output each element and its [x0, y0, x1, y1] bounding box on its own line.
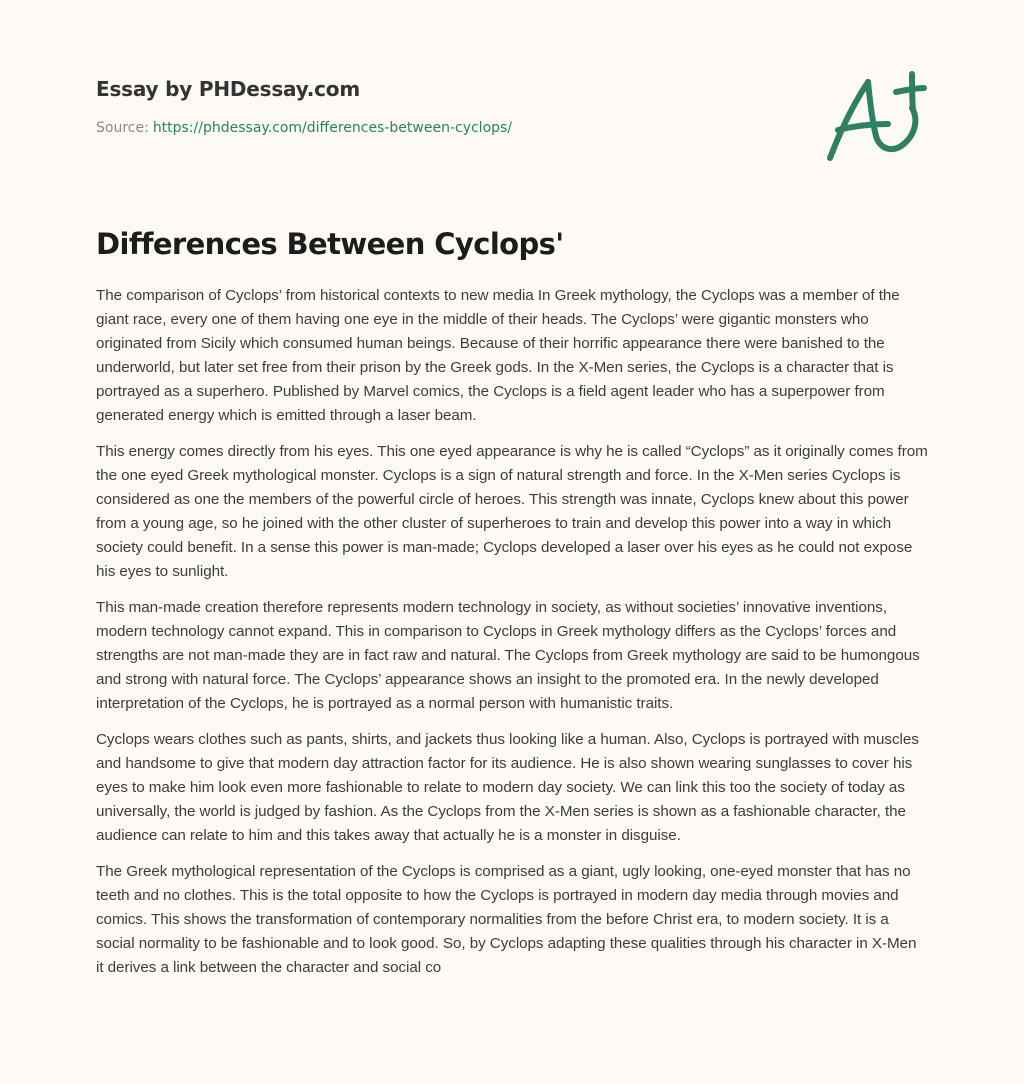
essay-paragraph: This energy comes directly from his eyes. This one eyed appearance is why he is called “Cyclops” as it originally comes from the one eyed Greek mythological monster. Cyclops is a sign of natural strength and force. In the X-Men series Cyclops is considered as one the members of the powerful circle of heroes. This strength was innate, Cyclops knew about this power from a young age, so he joined with the other cluster of superheroes to train and develop this power into a way in which society could benefit. In a sense this power is man-made; Cyclops developed a laser over his eyes as he could not expose his eyes to sunlight. [96, 443, 928, 580]
essay-paragraph: This man-made creation therefore represents modern technology in society, as without societies’ innovative inventions, modern technology cannot expand. This in comparison to Cyclops in Greek mythology differs as the Cyclops’ forces and strengths are not man-made they are in fact raw and natural. The Cyclops from Greek mythology are said to be humongous and strong with natural force. The Cyclops’ appearance shows an insight to the promoted era. In the newly developed interpretation of the Cyclops, he is portrayed as a normal person with humanistic traits. [96, 599, 920, 712]
essay-paragraph: The Greek mythological representation of the Cyclops is comprised as a giant, ugly looking, one-eyed monster that has no teeth and no clothes. This is the total opposite to how the Cyclops is portrayed in modern day media through movies and comics. This shows the transformation of contemporary normalities from the before Christ era, to modern society. It is a social normality to be fashionable and to look good. So, by Cyclops adapting these qualities through his character in X-Men it derives a link between the character and social co [96, 863, 917, 976]
source-label: Source: [96, 120, 149, 136]
source-link[interactable]: https://phdessay.com/differences-between-cyclops/ [152, 120, 513, 136]
essay-paragraph: Cyclops wears clothes such as pants, shirts, and jackets thus looking like a human. Also, Cyclops is portrayed with muscles and handsome to give that modern day attraction factor for its audience. He is also shown wearing sunglasses to cover his eyes to make him look even more fashionable to relate to modern day society. We can link this too the society of today as universally, the world is judged by fashion. As the Cyclops from the X-Men series is shown as a fashionable character, the audience can relate to him and this takes away that actually he is a monster in disguise. [96, 731, 919, 844]
essay-paragraph: The comparison of Cyclops’ from historical contexts to new media In Greek mythology, the Cyclops was a member of the giant race, every one of them having one eye in the middle of their heads. The Cyclops’ were gigantic monsters who originated from Sicily which consumed human beings. Because of their horrific appearance there were banished to the underworld, but later set free from their prison by the Greek gods. In the X-Men series, the Cyclops is a character that is portrayed as a superhero. Published by Marvel comics, the Cyclops is a field agent leader who has a superpower from generated energy which is emitted through a laser beam. [96, 287, 900, 424]
page-header [96, 74, 796, 138]
source-line [96, 118, 796, 138]
essay-title: Differences Between Cyclops' [96, 227, 564, 261]
essay-body [96, 284, 928, 992]
a-plus-grade-icon [820, 62, 930, 172]
site-title: Essay by PHDessay.com [96, 77, 360, 101]
